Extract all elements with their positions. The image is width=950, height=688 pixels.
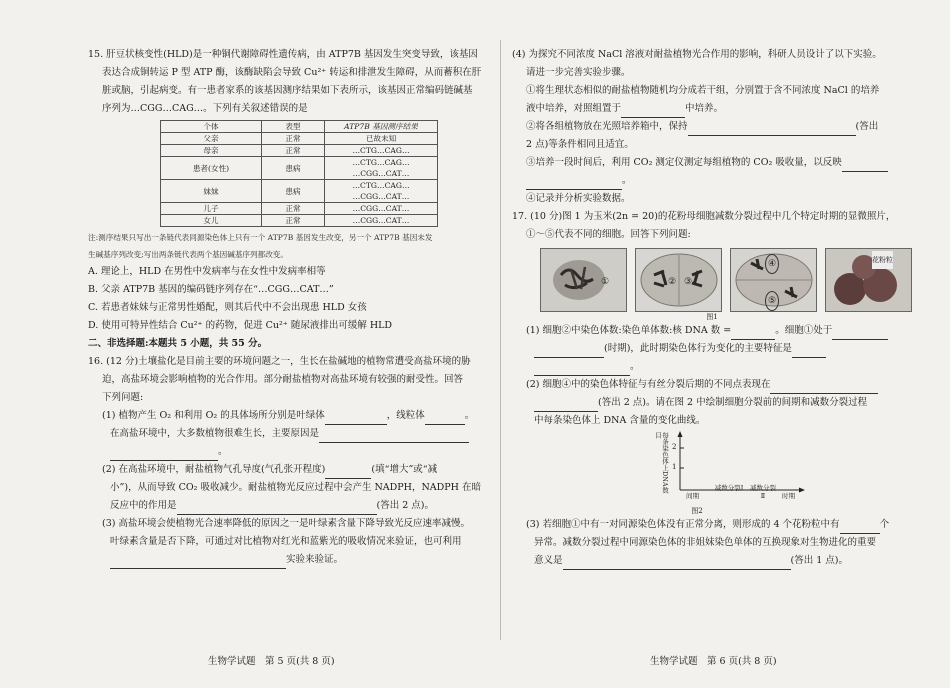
text: (答出 2 点)。请在图 2 中绘制细胞分裂前的间期和减数分裂过程 — [598, 397, 868, 408]
table-cell: 正常 — [262, 145, 325, 157]
text: 反应中的作用是 — [110, 500, 177, 511]
sequencing-table — [160, 120, 438, 227]
y-axis-label: 每条染色体上DNA数目 — [654, 432, 669, 494]
q16-sub4: ①将生理状态相似的耐盐植物随机均分成若干组，分别置于含不同浓度 NaCl 的培养 — [526, 85, 880, 96]
y-tick: 1 — [672, 463, 677, 471]
answer-blank[interactable] — [325, 414, 387, 425]
text: (时期)，此时期染色体行为变化的主要特征是 — [604, 343, 792, 354]
table-cell: 患病 — [262, 157, 325, 180]
q17-sub3 — [512, 552, 912, 570]
q17-stem-line: 17. (10 分)图 1 为玉米(2n = 20)的花粉母细胞减数分裂过程中几个特定时期的显微照片， — [512, 211, 896, 222]
page-footer-left: 生物学试题 第 5 页(共 8 页) — [208, 656, 335, 667]
q16-sub3: 叶绿素含量是否下降，可通过对比植物对红光和蓝紫光的吸收情况来验证，也可利用 — [110, 536, 462, 547]
table-cell: 母亲 — [161, 145, 262, 157]
answer-blank[interactable] — [563, 559, 791, 570]
q16-sub1: (1) 植物产生 O₂ 和利用 O₂ 的具体场所分别是叶绿体 ，线粒体 。 — [88, 407, 488, 425]
text: (3) 若细胞①中有一对同源染色体没有正常分离，则形成的 4 个花粉粒中有 — [526, 519, 840, 530]
table-header: 个体 — [161, 121, 262, 133]
q17-stem-line: ①～⑤代表不同的细胞。回答下列问题: — [526, 229, 691, 240]
answer-blank[interactable] — [110, 450, 218, 461]
sequence-strand: …CGG…CAT… — [352, 192, 410, 201]
q17-sub3: 异常。减数分裂过程中同源染色体的非姐妹染色单体的互换现象对生物进化的重要 — [534, 537, 877, 548]
text: (答出 2 点)。 — [376, 500, 435, 511]
table-cell — [325, 157, 438, 180]
x-tick: 减数分裂Ⅱ — [750, 484, 776, 500]
option-c: C. 若患者妹妹与正常男性婚配，则其后代中不会出现患 HLD 女孩 — [88, 302, 367, 313]
table-cell: 正常 — [262, 133, 325, 145]
table-cell: 父亲 — [161, 133, 262, 145]
q16-sub4: ④记录并分析实验数据。 — [526, 193, 631, 204]
q16-sub2 — [88, 461, 488, 479]
cell-label: ③ — [684, 277, 693, 287]
page-divider — [500, 40, 501, 640]
table-cell: 正常 — [262, 203, 325, 215]
text: (填“增大”或“减 — [371, 464, 438, 475]
table-cell: …CGG…CAT… — [325, 215, 438, 227]
answer-blank[interactable] — [425, 414, 465, 425]
figure-2-axes — [652, 430, 822, 506]
q16-sub4: 请进一步完善实验步骤。 — [526, 67, 631, 78]
figure-1 — [540, 248, 912, 312]
q15-stem-line: 脏或脑，引起病变。有一患者家系的该基因测序结果如下表所示，该基因正常编码链碱基 — [102, 85, 473, 96]
table-note: 生碱基序列改变;写出两条链代表两个基因碱基序列都改变。 — [88, 250, 288, 259]
table-header: ATP7B 基因测序结果 — [325, 121, 438, 133]
text: (2) 在高盐环境中，耐盐植物气孔导度(气孔张开程度) — [102, 464, 326, 475]
q17-sub1 — [512, 322, 912, 340]
answer-blank[interactable] — [832, 329, 888, 340]
option-b: B. 父亲 ATP7B 基因的编码链序列存在“…CGG…CAT…” — [88, 284, 334, 295]
micrograph-pollen — [825, 248, 912, 312]
q17-sub2 — [512, 376, 912, 394]
q16-sub4 — [512, 154, 912, 172]
table-cell: 妹妹 — [161, 180, 262, 203]
q17-sub1: 。 — [512, 358, 912, 376]
cell-label: ⑤ — [765, 291, 779, 311]
answer-blank[interactable] — [534, 401, 598, 412]
table-cell: …CGG…CAT… — [325, 203, 438, 215]
q16-sub1: 。 — [88, 443, 488, 461]
answer-blank[interactable] — [534, 347, 604, 358]
answer-blank[interactable] — [319, 432, 469, 443]
q17-sub2: 中每条染色体上 DNA 含量的变化曲线。 — [534, 415, 706, 426]
cell-label: ① — [601, 277, 610, 287]
text: 意义是 — [534, 555, 563, 566]
q16-sub4: 。 — [512, 172, 912, 190]
q16-stem-line: 迫，高盐环境会影响植物的光合作用。部分耐盐植物对高盐环境有较强的耐受性。回答 — [102, 374, 464, 385]
answer-blank[interactable] — [688, 125, 856, 136]
right-page — [512, 46, 912, 570]
q15-stem-line: 序列为…CGG…CAG…。下列有关叙述错误的是 — [102, 103, 308, 114]
text: 中培养。 — [685, 103, 724, 114]
cell-label: ② — [668, 277, 677, 287]
text: 液中培养，对照组置于 — [526, 103, 622, 114]
answer-blank[interactable] — [792, 347, 826, 358]
q16-stem-line: 16. (12 分)土壤盐化是目前主要的环境问题之一，生长在盐碱地的植物常遭受高盐环境的胁 — [88, 356, 471, 367]
x-tick: 间期 — [686, 492, 699, 500]
figure-1-caption: 图1 — [706, 313, 718, 321]
x-tick: 减数分裂Ⅰ — [714, 484, 744, 492]
pollen-label: 花粉粒 — [872, 251, 893, 269]
q15-stem-line: 15. 肝豆状核变性(HLD)是一种铜代谢障碍性遗传病，由 ATP7B 基因发生突变导致，该基因 — [88, 49, 478, 60]
answer-blank[interactable] — [325, 468, 371, 479]
answer-blank[interactable] — [840, 523, 880, 534]
text: 个 — [879, 519, 890, 530]
micrograph-cell-2 — [635, 248, 722, 312]
text: ②将各组植物放在光照培养箱中，保持 — [526, 121, 688, 132]
q16-sub4: 2 点)等条件相同且适宜。 — [526, 139, 634, 150]
sequence-strand: …CGG…CAT… — [352, 169, 410, 178]
answer-blank[interactable] — [621, 107, 685, 118]
q16-sub1 — [88, 425, 488, 443]
page-footer-right: 生物学试题 第 6 页(共 8 页) — [650, 656, 777, 667]
text: 实验来验证。 — [286, 554, 344, 565]
q16-sub4 — [512, 118, 912, 136]
figure-2 — [652, 430, 912, 506]
q16-sub2 — [88, 497, 488, 515]
y-tick: 2 — [672, 443, 677, 451]
text: 。细胞①处于 — [775, 325, 833, 336]
table-cell: 儿子 — [161, 203, 262, 215]
q17-sub1 — [512, 340, 912, 358]
cell-label: ④ — [765, 254, 779, 274]
text: (1) 细胞②中染色体数:染色单体数:核 DNA 数 = — [526, 325, 732, 336]
sequence-strand: …CTG…CAG… — [352, 158, 410, 167]
answer-blank[interactable] — [526, 179, 622, 190]
answer-blank[interactable] — [770, 383, 878, 394]
q15-stem-line: 表达合成铜转运 P 型 ATP 酶，该酶缺陷会导致 Cu²⁺ 转运和排泄发生障碍，从而蓄积在肝 — [102, 67, 482, 78]
table-cell: 正常 — [262, 215, 325, 227]
answer-blank[interactable] — [177, 504, 377, 515]
sequence-strand: …CTG…CAG… — [352, 181, 410, 190]
micrograph-cell-3 — [730, 248, 817, 312]
text: ，线粒体 — [386, 410, 425, 421]
q16-sub3: (3) 高盐环境会使植物光合速率降低的原因之一是叶绿素含量下降导致光反应速率减慢。 — [102, 518, 470, 529]
left-page — [88, 46, 488, 569]
table-cell: 患者(女性) — [161, 157, 262, 180]
q16-sub3 — [88, 551, 488, 569]
micrograph-cell-1 — [540, 248, 627, 312]
figure-2-caption: 图2 — [691, 507, 703, 515]
q16-sub4: (4) 为探究不同浓度 NaCl 溶液对耐盐植物光合作用的影响，科研人员设计了以下实验。 — [512, 49, 882, 60]
text: (2) 细胞④中的染色体特征与有丝分裂后期的不同点表现在 — [526, 379, 771, 390]
answer-blank[interactable] — [534, 365, 630, 376]
text: (1) 植物产生 O₂ 和利用 O₂ 的具体场所分别是叶绿体 — [102, 410, 325, 421]
option-a: A. 理论上，HLD 在男性中发病率与在女性中发病率相等 — [88, 266, 326, 277]
table-cell: 患病 — [262, 180, 325, 203]
q16-sub2: 小”)，从而导致 CO₂ 吸收减少。耐盐植物光反应过程中会产生 NADPH，NADPH 在暗 — [110, 482, 481, 493]
q17-sub3 — [512, 516, 912, 534]
table-cell: 女儿 — [161, 215, 262, 227]
q16-stem-line: 下列问题: — [102, 392, 144, 403]
section-heading: 二、非选择题:本题共 5 小题，共 55 分。 — [88, 338, 268, 349]
text: (答出 — [855, 121, 879, 132]
table-cell: 已故未知 — [325, 133, 438, 145]
answer-blank[interactable] — [842, 161, 888, 172]
table-note: 注:测序结果只写出一条链代表同源染色体上只有一个 ATP7B 基因发生改变，另一个 ATP7B 基因未发 — [88, 233, 433, 242]
table-cell: …CTG…CAG… — [325, 145, 438, 157]
text: 在高盐环境中，大多数植物很难生长，主要原因是 — [110, 428, 320, 439]
text: (答出 1 点)。 — [790, 555, 849, 566]
q16-sub4 — [512, 100, 912, 118]
text: ③培养一段时间后，利用 CO₂ 测定仪测定每组植物的 CO₂ 吸收量，以反映 — [526, 157, 842, 168]
x-tick: 时期 — [782, 492, 795, 500]
q17-sub2 — [512, 394, 912, 412]
option-d: D. 使用可特异性结合 Cu²⁺ 的药物，促进 Cu²⁺ 随尿液排出可缓解 HLD — [88, 320, 393, 331]
table-header: 表型 — [262, 121, 325, 133]
answer-blank[interactable] — [110, 558, 286, 569]
table-cell — [325, 180, 438, 203]
answer-blank[interactable] — [731, 329, 775, 340]
